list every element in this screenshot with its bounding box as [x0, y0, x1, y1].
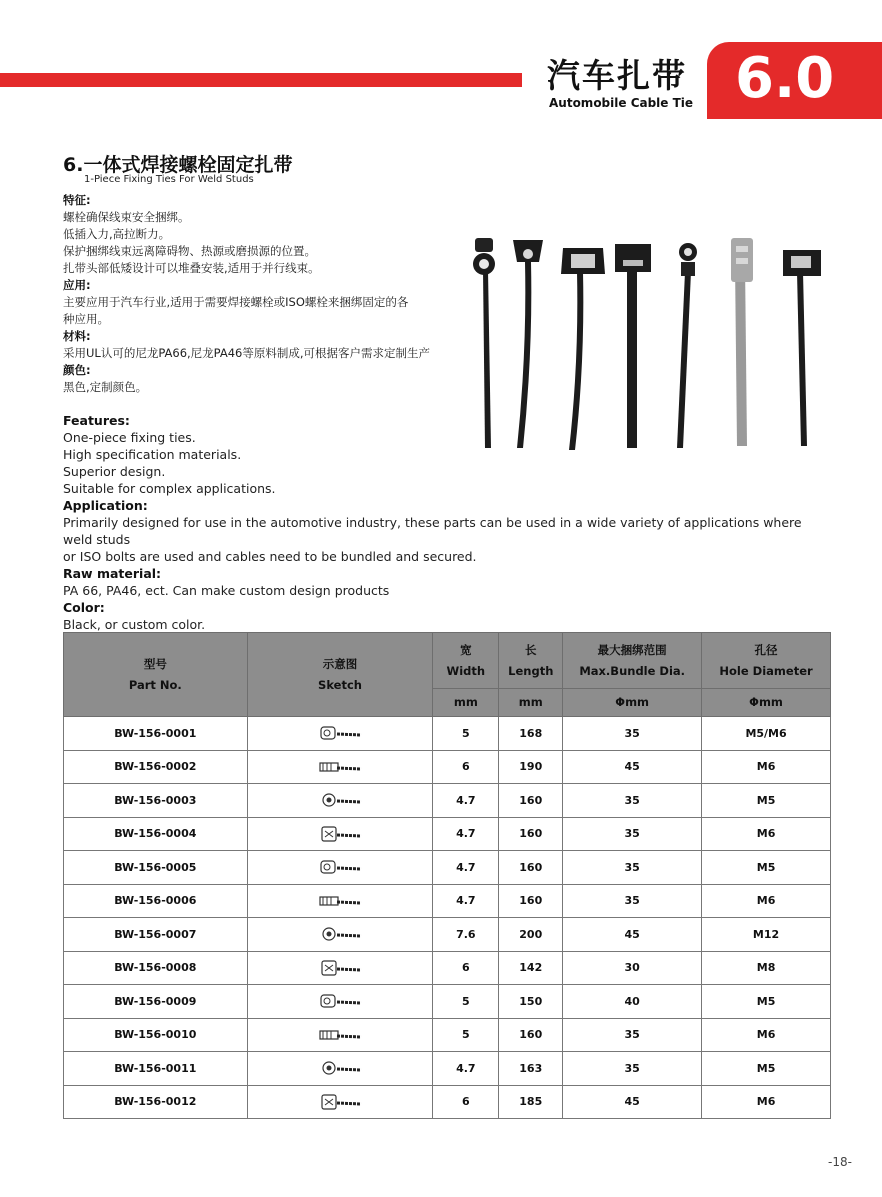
sketch-cell: [247, 717, 433, 751]
length-cell: 190: [499, 750, 563, 784]
hole-cell: M6: [702, 1018, 831, 1052]
header-hole: [702, 633, 831, 689]
cn-material-line: 采用UL认可的尼龙PA66,尼龙PA46等原料制成,可根据客户需求定制生产: [63, 346, 431, 360]
cn-application-line: 种应用。: [63, 312, 109, 326]
width-cell: 7.6: [433, 918, 499, 952]
width-cell: 4.7: [433, 817, 499, 851]
en-color-line: Black, or custom color.: [63, 617, 206, 632]
part-no-cell: BW-156-0006: [64, 884, 248, 918]
table-row: [64, 1052, 831, 1086]
length-cell: 160: [499, 851, 563, 885]
bundle-cell: 35: [563, 851, 702, 885]
width-cell: 5: [433, 1018, 499, 1052]
unit-hole: Φmm: [702, 689, 831, 717]
hole-cell: M6: [702, 750, 831, 784]
bundle-cell: 35: [563, 884, 702, 918]
width-cell: 4.7: [433, 784, 499, 818]
bundle-cell: 45: [563, 1085, 702, 1119]
bundle-cell: 30: [563, 951, 702, 985]
part-no-cell: BW-156-0002: [64, 750, 248, 784]
header-length-cn: 长: [525, 642, 537, 657]
header-width: [433, 633, 499, 689]
en-material-line: PA 66, PA46, ect. Can make custom design products: [63, 583, 390, 598]
sketch-icon: [317, 992, 363, 1010]
table-row: [64, 985, 831, 1019]
part-no-cell: BW-156-0012: [64, 1085, 248, 1119]
cn-color-line: 黑色,定制颜色。: [63, 380, 148, 394]
section-number: 6.0: [735, 46, 835, 111]
part-no-cell: BW-156-0010: [64, 1018, 248, 1052]
header-width-en: Width: [446, 663, 486, 678]
en-color-heading: Color:: [63, 600, 105, 615]
section-subtitle: 1-Piece Fixing Ties For Weld Studs: [84, 174, 254, 185]
length-cell: 168: [499, 717, 563, 751]
sketch-icon: [317, 1026, 363, 1044]
length-cell: 185: [499, 1085, 563, 1119]
table-row: [64, 851, 831, 885]
sketch-icon: [317, 858, 363, 876]
unit-bundle: Φmm: [563, 689, 702, 717]
header-length: [499, 633, 563, 689]
en-description: [63, 412, 833, 633]
hole-cell: M5: [702, 851, 831, 885]
length-cell: 200: [499, 918, 563, 952]
sketch-cell: [247, 851, 433, 885]
header-bundle: [563, 633, 702, 689]
header-title-cn: 汽车扎带: [547, 56, 687, 95]
en-application-line: or ISO bolts are used and cables need to be bundled and secured.: [63, 549, 477, 564]
table-row: [64, 918, 831, 952]
cn-feature-line: 低插入力,高拉断力。: [63, 227, 171, 241]
hole-cell: M12: [702, 918, 831, 952]
width-cell: 4.7: [433, 1052, 499, 1086]
cn-feature-line: 螺栓确保线束安全捆绑。: [63, 210, 190, 224]
sketch-icon: [317, 1093, 363, 1111]
part-no-cell: BW-156-0003: [64, 784, 248, 818]
hole-cell: M5/M6: [702, 717, 831, 751]
hole-cell: M8: [702, 951, 831, 985]
sketch-cell: [247, 884, 433, 918]
section-title: 6.一体式焊接螺栓固定扎带: [63, 154, 293, 176]
cn-application-heading: 应用:: [63, 278, 91, 292]
en-material-heading: Raw material:: [63, 566, 162, 581]
cn-application-line: 主要应用于汽车行业,适用于需要焊接螺栓或ISO螺栓来捆绑固定的各: [63, 295, 409, 309]
header-part-en: Part No.: [128, 677, 182, 692]
hole-cell: M5: [702, 985, 831, 1019]
sketch-cell: [247, 750, 433, 784]
sketch-icon: [317, 724, 363, 742]
sketch-icon: [317, 758, 363, 776]
bundle-cell: 35: [563, 717, 702, 751]
width-cell: 6: [433, 750, 499, 784]
sketch-icon: [317, 892, 363, 910]
width-cell: 6: [433, 951, 499, 985]
table-row: [64, 1085, 831, 1119]
hole-cell: M5: [702, 1052, 831, 1086]
bundle-cell: 35: [563, 1052, 702, 1086]
unit-length: mm: [499, 689, 563, 717]
header-sketch: [247, 633, 433, 717]
bundle-cell: 35: [563, 1018, 702, 1052]
spec-table: [63, 632, 831, 1119]
sketch-cell: [247, 1052, 433, 1086]
en-feature-line: Superior design.: [63, 464, 166, 479]
width-cell: 4.7: [433, 884, 499, 918]
cn-feature-line: 保护捆绑线束远离障碍物、热源或磨损源的位置。: [63, 244, 316, 258]
en-features-heading: Features:: [63, 413, 130, 428]
part-no-cell: BW-156-0001: [64, 717, 248, 751]
table-row: [64, 1018, 831, 1052]
length-cell: 160: [499, 817, 563, 851]
width-cell: 6: [433, 1085, 499, 1119]
sketch-cell: [247, 1018, 433, 1052]
width-cell: 5: [433, 717, 499, 751]
bundle-cell: 40: [563, 985, 702, 1019]
header-part-cn: 型号: [143, 656, 167, 671]
sketch-icon: [317, 825, 363, 843]
sketch-icon: [317, 791, 363, 809]
hole-cell: M6: [702, 817, 831, 851]
sketch-icon: [317, 959, 363, 977]
header-length-en: Length: [508, 663, 554, 678]
header-bundle-en: Max.Bundle Dia.: [579, 663, 686, 678]
en-feature-line: Suitable for complex applications.: [63, 481, 276, 496]
hole-cell: M6: [702, 884, 831, 918]
header-sketch-cn: 示意图: [322, 656, 358, 671]
table-row: [64, 951, 831, 985]
sketch-icon: [317, 1059, 363, 1077]
section-number-badge: [707, 42, 882, 119]
en-feature-line: One-piece fixing ties.: [63, 430, 196, 445]
sketch-icon: [317, 925, 363, 943]
part-no-cell: BW-156-0007: [64, 918, 248, 952]
table-row: [64, 817, 831, 851]
header-hole-en: Hole Diameter: [719, 663, 813, 678]
length-cell: 142: [499, 951, 563, 985]
header-part-no: [64, 633, 248, 717]
table-row: [64, 750, 831, 784]
en-application-heading: Application:: [63, 498, 148, 513]
length-cell: 163: [499, 1052, 563, 1086]
part-no-cell: BW-156-0004: [64, 817, 248, 851]
cn-feature-line: 扎带头部低矮设计可以堆叠安装,适用于并行线束。: [63, 261, 320, 275]
sketch-cell: [247, 784, 433, 818]
header-sketch-en: Sketch: [318, 677, 362, 692]
part-no-cell: BW-156-0009: [64, 985, 248, 1019]
page-number: -18-: [828, 1155, 852, 1169]
sketch-cell: [247, 1085, 433, 1119]
length-cell: 160: [499, 1018, 563, 1052]
bundle-cell: 45: [563, 750, 702, 784]
length-cell: 150: [499, 985, 563, 1019]
bundle-cell: 45: [563, 918, 702, 952]
bundle-cell: 35: [563, 817, 702, 851]
width-cell: 4.7: [433, 851, 499, 885]
table-row: [64, 784, 831, 818]
sketch-cell: [247, 985, 433, 1019]
sketch-cell: [247, 817, 433, 851]
cn-features-heading: 特征:: [63, 193, 91, 207]
header-title-en: Automobile Cable Tie: [549, 96, 694, 110]
part-no-cell: BW-156-0011: [64, 1052, 248, 1086]
length-cell: 160: [499, 884, 563, 918]
table-header-row: [64, 633, 831, 689]
length-cell: 160: [499, 784, 563, 818]
cn-description: [63, 192, 453, 396]
bundle-cell: 35: [563, 784, 702, 818]
header-hole-cn: 孔径: [754, 642, 778, 657]
table-row: [64, 717, 831, 751]
header-red-bar: [0, 73, 522, 87]
width-cell: 5: [433, 985, 499, 1019]
table-row: [64, 884, 831, 918]
part-no-cell: BW-156-0008: [64, 951, 248, 985]
header-bundle-cn: 最大捆绑范围: [597, 642, 667, 657]
sketch-cell: [247, 918, 433, 952]
cn-color-heading: 颜色:: [63, 363, 91, 377]
sketch-cell: [247, 951, 433, 985]
header-width-cn: 宽: [460, 642, 472, 657]
unit-width: mm: [433, 689, 499, 717]
cn-material-heading: 材料:: [63, 329, 91, 343]
en-application-line: Primarily designed for use in the automotive industry, these parts can be used in a wide variety of applications where weld studs: [63, 515, 802, 547]
hole-cell: M5: [702, 784, 831, 818]
hole-cell: M6: [702, 1085, 831, 1119]
en-feature-line: High specification materials.: [63, 447, 242, 462]
part-no-cell: BW-156-0005: [64, 851, 248, 885]
